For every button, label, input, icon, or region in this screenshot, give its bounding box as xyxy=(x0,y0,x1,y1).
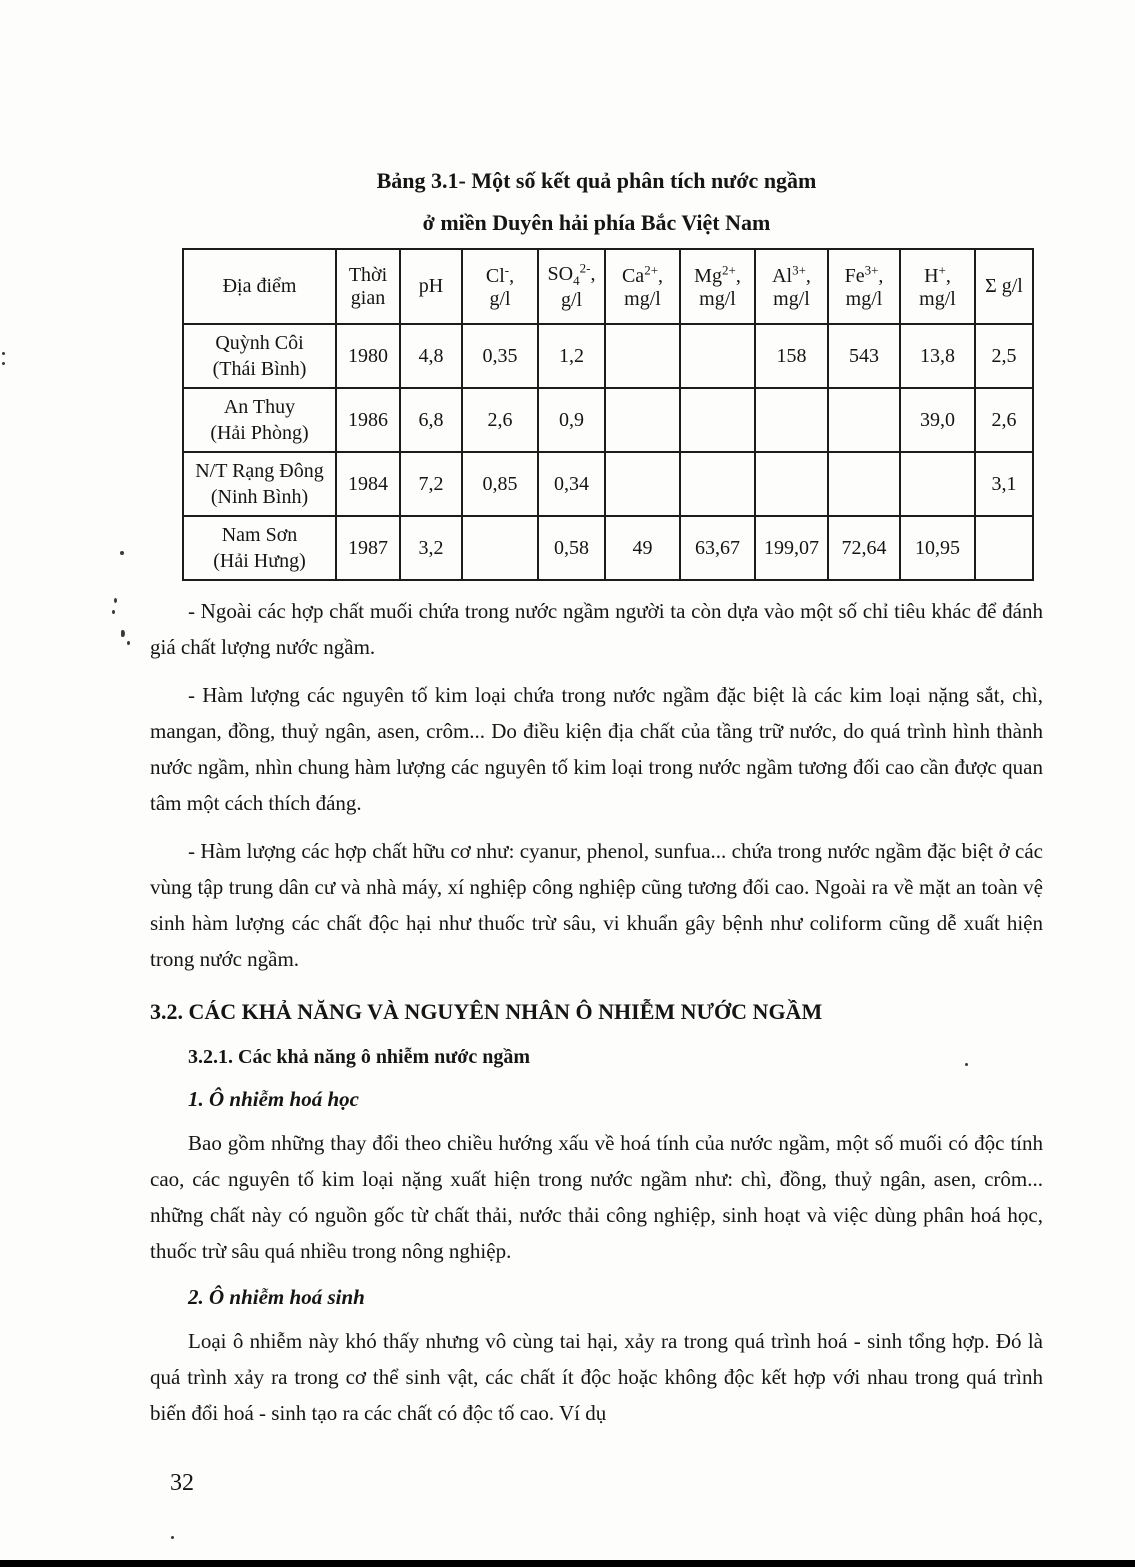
col-header-so4 xyxy=(538,249,605,324)
cell xyxy=(828,452,900,516)
cell: 6,8 xyxy=(400,388,462,452)
cell: 1,2 xyxy=(538,324,605,388)
header-text: Σ g/l xyxy=(985,275,1023,297)
header-text: Cl xyxy=(485,264,505,287)
superscript: + xyxy=(938,262,946,278)
header-text: , xyxy=(735,264,741,287)
paragraph-organic-compounds: - Hàm lượng các hợp chất hữu cơ như: cyanur, phenol, sunfua... chứa trong nước ngầm đặc biệt ở các vùng tập trung dân cư và nhà máy, xí nghiệp công nghiệp cũng tương đối cao. Ngoài ra về mặt an toàn vệ sinh hàm lượng các chất độc hại như thuốc trừ sâu, vi khuẩn gây bệnh như coliform cũng dễ xuất hiện trong nước ngầm. xyxy=(150,839,1043,971)
header-text: H xyxy=(924,264,939,287)
header-text: Địa điểm xyxy=(222,275,297,297)
col-header-time xyxy=(336,249,400,324)
cell: 0,35 xyxy=(462,324,538,388)
header-text: , xyxy=(509,264,515,287)
superscript: 3+ xyxy=(864,262,879,278)
col-header-al xyxy=(755,249,828,324)
header-text: pH xyxy=(418,275,444,297)
scan-bottom-edge xyxy=(0,1560,1135,1567)
location-province: (Hải Phòng) xyxy=(210,422,309,444)
page-number: 32 xyxy=(170,1470,194,1496)
location-province: (Ninh Bình) xyxy=(210,486,309,508)
header-unit: mg/l xyxy=(919,287,956,310)
superscript: 3+ xyxy=(792,262,806,278)
superscript: - xyxy=(504,262,510,278)
cell xyxy=(755,452,828,516)
header-text: , xyxy=(945,264,951,287)
header-text: , xyxy=(658,264,664,287)
cell: 1980 xyxy=(336,324,400,388)
scan-speck xyxy=(171,1536,174,1539)
superscript: 2+ xyxy=(721,262,736,278)
cell: 3,1 xyxy=(975,452,1033,516)
table-title xyxy=(150,160,1043,244)
item-heading-chemical-pollution: 1. Ô nhiễm hoá học xyxy=(188,1087,359,1111)
cell: 49 xyxy=(605,516,680,580)
cell: 39,0 xyxy=(900,388,975,452)
location-name: N/T Rạng Đông xyxy=(195,460,324,482)
col-header-h xyxy=(900,249,975,324)
item-heading-biochemical-pollution: 2. Ô nhiễm hoá sinh xyxy=(188,1285,365,1309)
cell: 0,85 xyxy=(462,452,538,516)
col-header-sigma xyxy=(975,249,1033,324)
table-header-row xyxy=(183,249,1033,324)
cell: 1987 xyxy=(336,516,400,580)
col-header-location xyxy=(183,249,336,324)
table-row xyxy=(183,452,1033,516)
cell: 158 xyxy=(755,324,828,388)
header-text: , xyxy=(878,264,884,287)
cell xyxy=(975,516,1033,580)
scan-speck xyxy=(121,630,125,637)
location-name: An Thuy xyxy=(223,396,296,418)
cell: 0,58 xyxy=(538,516,605,580)
cell: 3,2 xyxy=(400,516,462,580)
header-unit: mg/l xyxy=(773,287,810,310)
table-title-line2: ở miền Duyên hải phía Bắc Việt Nam xyxy=(422,210,771,235)
col-header-mg xyxy=(680,249,755,324)
scan-speck xyxy=(2,352,5,355)
section-heading-3-2: 3.2. CÁC KHẢ NĂNG VÀ NGUYÊN NHÂN Ô NHIỄM NƯỚC NGẦM xyxy=(150,999,823,1024)
header-text: Fe xyxy=(844,264,865,287)
cell-location xyxy=(183,516,336,580)
header-text: , xyxy=(590,263,596,286)
cell: 13,8 xyxy=(900,324,975,388)
paragraph-metal-content: - Hàm lượng các nguyên tố kim loại chứa trong nước ngầm đặc biệt là các kim loại nặng sắt, chì, mangan, đồng, thuỷ ngân, asen, crôm... Do điều kiện địa chất của tầng trữ nước, do quá trình hình thành nước ngầm, nhìn chung hàm lượng các nguyên tố kim loại trong nước ngầm tương đối cao cần được quan tâm một cách thích đáng. xyxy=(150,683,1043,815)
header-text: , xyxy=(805,264,811,287)
table-row xyxy=(183,324,1033,388)
groundwater-analysis-table xyxy=(182,248,1034,581)
cell: 1984 xyxy=(336,452,400,516)
cell xyxy=(828,388,900,452)
cell-location xyxy=(183,324,336,388)
col-header-ph xyxy=(400,249,462,324)
cell: 543 xyxy=(828,324,900,388)
cell xyxy=(605,452,680,516)
scan-speck xyxy=(2,362,5,365)
header-unit: mg/l xyxy=(624,287,661,310)
superscript: 2- xyxy=(579,260,591,276)
location-province: (Thái Bình) xyxy=(212,358,307,380)
cell: 63,67 xyxy=(680,516,755,580)
paragraph-salt-criteria: - Ngoài các hợp chất muối chứa trong nước ngầm người ta còn dựa vào một số chỉ tiêu khác để đánh giá chất lượng nước ngầm. xyxy=(150,599,1043,659)
cell: 199,07 xyxy=(755,516,828,580)
cell-location xyxy=(183,388,336,452)
cell: 7,2 xyxy=(400,452,462,516)
col-header-ca xyxy=(605,249,680,324)
col-header-fe xyxy=(828,249,900,324)
header-unit: mg/l xyxy=(699,287,736,310)
header-unit: g/l xyxy=(489,287,511,310)
scan-speck xyxy=(127,641,130,645)
col-header-cl xyxy=(462,249,538,324)
cell xyxy=(680,452,755,516)
scan-speck xyxy=(965,1063,968,1066)
header-text: SO xyxy=(547,263,574,286)
header-unit: g/l xyxy=(560,289,583,312)
scan-speck xyxy=(112,610,115,614)
header-text: Thời xyxy=(348,263,388,286)
location-name: Nam Sơn xyxy=(221,524,298,546)
scan-speck xyxy=(114,598,117,603)
cell: 2,6 xyxy=(975,388,1033,452)
cell: 0,9 xyxy=(538,388,605,452)
cell: 4,8 xyxy=(400,324,462,388)
table-row xyxy=(183,516,1033,580)
cell xyxy=(755,388,828,452)
cell xyxy=(680,324,755,388)
header-text: Al xyxy=(772,264,793,287)
cell: 2,6 xyxy=(462,388,538,452)
subsection-heading-3-2-1: 3.2.1. Các khả năng ô nhiễm nước ngầm xyxy=(188,1046,531,1068)
superscript: 2+ xyxy=(644,262,659,278)
location-province: (Hải Hưng) xyxy=(213,550,306,572)
cell: 72,64 xyxy=(828,516,900,580)
cell: 1986 xyxy=(336,388,400,452)
cell xyxy=(900,452,975,516)
header-text: Ca xyxy=(621,264,645,287)
header-text: Mg xyxy=(694,264,722,287)
cell: 0,34 xyxy=(538,452,605,516)
cell-location xyxy=(183,452,336,516)
table-row xyxy=(183,388,1033,452)
location-name: Quỳnh Côi xyxy=(215,332,304,354)
cell xyxy=(462,516,538,580)
cell: 2,5 xyxy=(975,324,1033,388)
cell xyxy=(680,388,755,452)
paragraph-biochemical-pollution: Loại ô nhiễm này khó thấy nhưng vô cùng tai hại, xảy ra trong quá trình hoá - sinh tổng hợp. Đó là quá trình xảy ra trong cơ thể sinh vật, các chất ít độc hoặc không độc kết hợp với nhau trong quá trình biến đổi hoá - sinh tạo ra các chất có độc tố cao. Ví dụ xyxy=(150,1329,1043,1425)
table-title-line1: Bảng 3.1- Một số kết quả phân tích nước ngầm xyxy=(376,168,817,193)
cell xyxy=(605,324,680,388)
scan-speck xyxy=(120,551,124,555)
cell: 10,95 xyxy=(900,516,975,580)
header-unit: mg/l xyxy=(845,287,883,310)
subscript: 4 xyxy=(573,273,580,289)
cell xyxy=(605,388,680,452)
header-text: gian xyxy=(350,286,386,309)
paragraph-chemical-pollution: Bao gồm những thay đổi theo chiều hướng xấu về hoá tính của nước ngầm, một số muối có độc tính cao, các nguyên tố kim loại nặng xuất hiện trong nước ngầm như: chì, đồng, thuỷ ngân, asen, crôm... những chất này có nguồn gốc từ chất thải, nước thải công nghiệp, sinh hoạt và việc dùng phân hoá học, thuốc trừ sâu quá nhiều trong nông nghiệp. xyxy=(150,1131,1043,1263)
